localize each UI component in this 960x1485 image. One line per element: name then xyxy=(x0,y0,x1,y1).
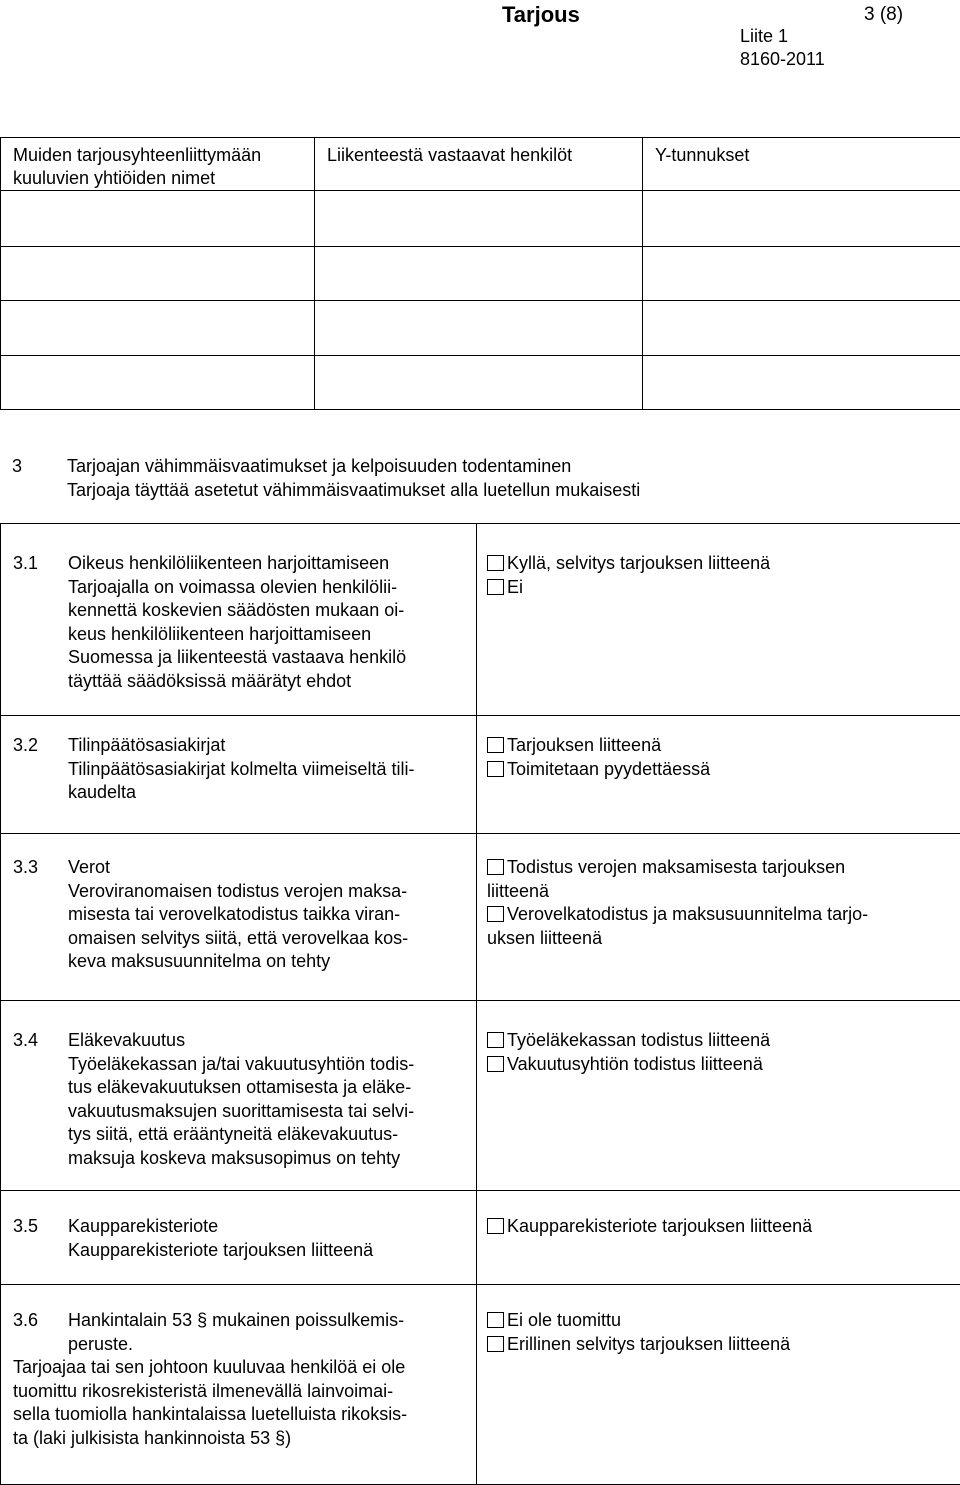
requirement-title: Oikeus henkilöliikenteen harjoittamiseen xyxy=(68,552,389,576)
requirement-number: 3.3 xyxy=(13,856,68,880)
option-tax-certificate[interactable] xyxy=(487,856,952,880)
requirement-description xyxy=(1,1001,477,1191)
requirement-row xyxy=(1,1001,960,1191)
option-label: Ei xyxy=(507,577,523,597)
requirement-options xyxy=(477,834,960,1001)
requirement-text-line: Tarjoajalla on voimassa olevien henkilölii- xyxy=(68,576,468,600)
reference-number: 8160-2011 xyxy=(740,49,825,70)
requirement-text-line: maksuja koskeva maksusopimus on tehty xyxy=(68,1147,468,1171)
requirement-options xyxy=(477,1191,960,1285)
table-cell[interactable] xyxy=(1,301,315,356)
requirement-text-line: tys siitä, että erääntyneitä eläkevakuutus- xyxy=(68,1123,468,1147)
table-cell[interactable] xyxy=(315,247,643,301)
requirement-text-line: täyttää säädöksissä määrätyt ehdot xyxy=(68,670,468,694)
table-header-row xyxy=(1,138,960,191)
requirement-row xyxy=(1,834,960,1001)
table-cell[interactable] xyxy=(643,301,960,356)
option-separate-statement[interactable] xyxy=(487,1333,952,1357)
requirement-title-continued: peruste. xyxy=(13,1333,468,1357)
requirement-row xyxy=(1,1191,960,1285)
requirement-text-line: misesta tai verovelkatodistus taikka viran- xyxy=(68,903,468,927)
table-cell[interactable] xyxy=(643,356,960,410)
requirement-text-line: Tilinpäätösasiakirjat kolmelta viimeiseltä tili- xyxy=(68,758,468,782)
option-no[interactable] xyxy=(487,576,952,600)
requirement-description xyxy=(1,1191,477,1285)
checkbox[interactable] xyxy=(487,906,504,922)
option-on-request[interactable] xyxy=(487,758,952,782)
checkbox[interactable] xyxy=(487,761,504,777)
requirement-text-line: Veroviranomaisen todistus verojen maksa- xyxy=(68,880,468,904)
requirement-text-line: Työeläkekassan ja/tai vakuutusyhtiön todis- xyxy=(68,1053,468,1077)
column-header-responsible-persons: Liikenteestä vastaavat henkilöt xyxy=(315,138,643,191)
option-label-continued: uksen liitteenä xyxy=(487,927,952,951)
requirements-table xyxy=(0,523,960,1485)
checkbox[interactable] xyxy=(487,859,504,875)
section-title: Tarjoajan vähimmäisvaatimukset ja kelpoisuuden todentaminen xyxy=(67,456,571,476)
requirement-title: Verot xyxy=(68,856,110,880)
option-label-continued: liitteenä xyxy=(487,880,952,904)
requirement-description xyxy=(1,524,477,716)
requirement-text-line: vakuutusmaksujen suorittamisesta tai selvi- xyxy=(68,1100,468,1124)
requirement-text-line: keus henkilöliikenteen harjoittamiseen xyxy=(68,623,468,647)
requirement-text-line: ta (laki julkisista hankinnoista 53 §) xyxy=(13,1427,468,1451)
requirement-text-line: kaudelta xyxy=(68,781,468,805)
checkbox[interactable] xyxy=(487,579,504,595)
table-cell[interactable] xyxy=(315,356,643,410)
requirement-title: Kaupparekisteriote xyxy=(68,1215,218,1239)
table-row xyxy=(1,191,960,247)
requirement-number: 3.6 xyxy=(13,1309,68,1333)
checkbox[interactable] xyxy=(487,737,504,753)
checkbox[interactable] xyxy=(487,1032,504,1048)
requirement-number: 3.4 xyxy=(13,1029,68,1053)
table-cell[interactable] xyxy=(1,191,315,247)
option-trade-register-extract[interactable] xyxy=(487,1215,952,1239)
requirement-options xyxy=(477,1001,960,1191)
column-header-company-names xyxy=(1,138,315,191)
requirement-row xyxy=(1,1285,960,1485)
requirement-description xyxy=(1,834,477,1001)
option-label: Todistus verojen maksamisesta tarjouksen xyxy=(507,857,845,877)
requirement-title: Eläkevakuutus xyxy=(68,1029,185,1053)
table-cell[interactable] xyxy=(643,191,960,247)
requirement-options xyxy=(477,1285,960,1485)
option-not-convicted[interactable] xyxy=(487,1309,952,1333)
checkbox[interactable] xyxy=(487,555,504,571)
table-cell[interactable] xyxy=(315,191,643,247)
requirement-options xyxy=(477,716,960,834)
attachment-label: Liite 1 xyxy=(740,26,788,47)
requirement-text-line: tuomittu rikosrekisteristä ilmenevällä lainvoimai- xyxy=(13,1380,468,1404)
table-cell[interactable] xyxy=(643,247,960,301)
table-row xyxy=(1,301,960,356)
option-label: Erillinen selvitys tarjouksen liitteenä xyxy=(507,1334,790,1354)
requirement-text-line: keva maksusuunnitelma on tehty xyxy=(68,950,468,974)
requirement-text-line: kennettä koskevien säädösten mukaan oi- xyxy=(68,599,468,623)
checkbox[interactable] xyxy=(487,1218,504,1234)
document-title: Tarjous xyxy=(502,2,580,28)
requirement-number: 3.5 xyxy=(13,1215,68,1239)
section-heading xyxy=(12,454,640,502)
checkbox[interactable] xyxy=(487,1336,504,1352)
requirement-number: 3.2 xyxy=(13,734,68,758)
table-cell[interactable] xyxy=(1,247,315,301)
option-attached[interactable] xyxy=(487,734,952,758)
requirement-text-line: Kaupparekisteriote tarjouksen liitteenä xyxy=(68,1239,468,1263)
page-number: 3 (8) xyxy=(864,4,903,26)
requirement-text-line: omaisen selvitys siitä, että verovelkaa kos- xyxy=(68,927,468,951)
checkbox[interactable] xyxy=(487,1056,504,1072)
requirement-row xyxy=(1,716,960,834)
requirement-description xyxy=(1,1285,477,1485)
option-label: Kaupparekisteriote tarjouksen liitteenä xyxy=(507,1216,812,1236)
column-header-business-ids: Y-tunnukset xyxy=(643,138,960,191)
column-header-line: Muiden tarjousyhteenliittymään xyxy=(13,144,304,167)
option-tax-debt-certificate[interactable] xyxy=(487,903,952,927)
section-number: 3 xyxy=(12,454,67,478)
option-label: Toimitetaan pyydettäessä xyxy=(507,759,710,779)
option-label: Tarjouksen liitteenä xyxy=(507,735,661,755)
requirement-description xyxy=(1,716,477,834)
requirement-title: Hankintalain 53 § mukainen poissulkemis- xyxy=(68,1309,404,1333)
option-label: Ei ole tuomittu xyxy=(507,1310,621,1330)
requirement-number: 3.1 xyxy=(13,552,68,576)
companies-table xyxy=(0,137,960,410)
section-subtitle: Tarjoaja täyttää asetetut vähimmäisvaatimukset alla luetellun mukaisesti xyxy=(12,478,640,502)
table-row xyxy=(1,356,960,410)
table-row xyxy=(1,247,960,301)
column-header-line: kuuluvien yhtiöiden nimet xyxy=(13,167,304,190)
checkbox[interactable] xyxy=(487,1312,504,1328)
requirement-text-line: Tarjoajaa tai sen johtoon kuuluvaa henkilöä ei ole xyxy=(13,1356,468,1380)
requirement-text-line: Suomessa ja liikenteestä vastaava henkilö xyxy=(68,646,468,670)
requirement-text-line: tus eläkevakuutuksen ottamisesta ja eläke- xyxy=(68,1076,468,1100)
requirement-row xyxy=(1,524,960,716)
option-yes[interactable] xyxy=(487,552,952,576)
table-cell[interactable] xyxy=(1,356,315,410)
table-cell[interactable] xyxy=(315,301,643,356)
requirement-options xyxy=(477,524,960,716)
option-label: Kyllä, selvitys tarjouksen liitteenä xyxy=(507,553,770,573)
option-label: Verovelkatodistus ja maksusuunnitelma tarjo- xyxy=(507,904,868,924)
option-label: Vakuutusyhtiön todistus liitteenä xyxy=(507,1054,763,1074)
option-pension-fund-certificate[interactable] xyxy=(487,1029,952,1053)
option-insurance-certificate[interactable] xyxy=(487,1053,952,1077)
requirement-text-line: sella tuomiolla hankintalaissa luetelluista rikoksis- xyxy=(13,1403,468,1427)
option-label: Työeläkekassan todistus liitteenä xyxy=(507,1030,770,1050)
requirement-title: Tilinpäätösasiakirjat xyxy=(68,734,225,758)
